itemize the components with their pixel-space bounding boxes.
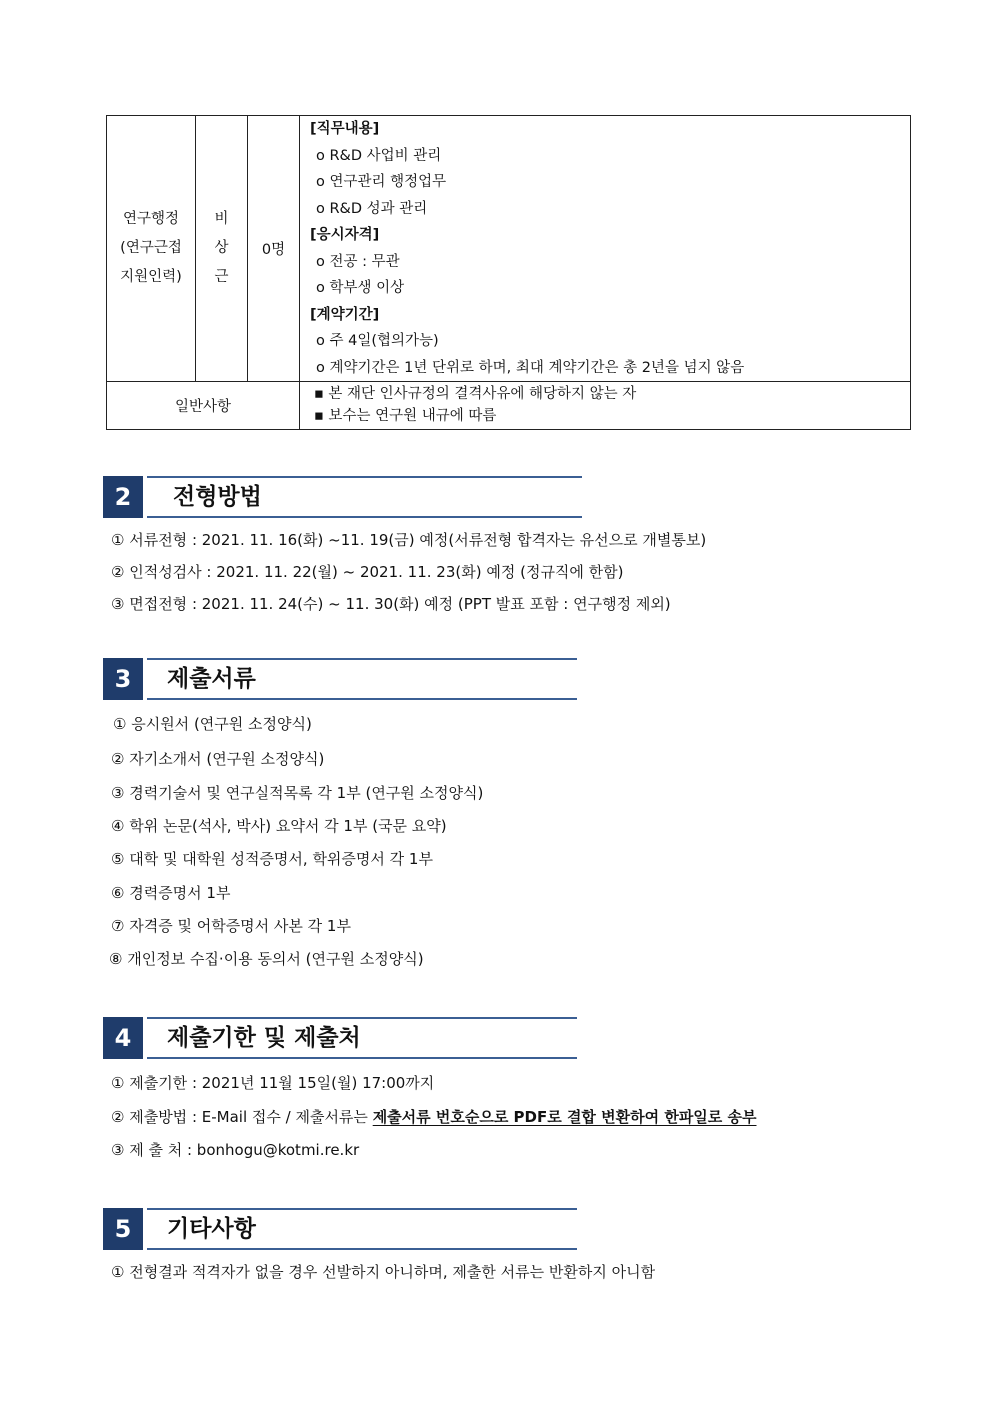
list-item: ① 응시원서 (연구원 소정양식): [113, 715, 312, 733]
table-row: [107, 382, 911, 430]
list-item: ① 제출기한 : 2021년 11월 15일(월) 17:00까지: [111, 1074, 435, 1092]
duty-item: o 학부생 이상: [316, 280, 405, 296]
section-number: 4: [103, 1017, 143, 1059]
section-header-other: [103, 1208, 577, 1250]
section-number: 2: [103, 476, 143, 518]
duty-heading: [계약기간]: [310, 306, 380, 323]
position-name-cell: [107, 116, 196, 382]
list-item: ① 전형결과 적격자가 없을 경우 선발하지 아니하며, 제출한 서류는 반환하지 아니함: [111, 1263, 656, 1281]
general-label-cell: 일반사항: [107, 382, 300, 430]
employment-type-cell: [196, 116, 248, 382]
section-title: 제출기한 및 제출처: [167, 1025, 361, 1051]
general-item: ▪ 보수는 연구원 내규에 따름: [314, 407, 497, 424]
duty-heading: [직무내용]: [310, 121, 380, 137]
section-number: 3: [103, 658, 143, 700]
section-header-documents: [103, 658, 577, 700]
table-row: [107, 116, 911, 382]
list-item: ③ 경력기술서 및 연구실적목록 각 1부 (연구원 소정양식): [111, 784, 484, 802]
general-item: ▪ 본 재단 인사규정의 결격사유에 해당하지 않는 자: [314, 386, 637, 402]
employment-type-line: 비: [214, 211, 229, 227]
duty-item: o 계약기간은 1년 단위로 하며, 최대 계약기간은 총 2년을 넘지 않음: [316, 359, 745, 376]
duty-item: o R&D 성과 관리: [316, 200, 428, 217]
employment-type-line: 상: [214, 240, 229, 256]
list-item: ② 자기소개서 (연구원 소정양식): [111, 750, 325, 768]
section-number: 5: [103, 1208, 143, 1250]
duty-item: o R&D 사업비 관리: [316, 147, 442, 164]
duties-cell: [300, 116, 911, 382]
employment-type-line: 근: [214, 269, 229, 285]
section-title: 전형방법: [173, 484, 262, 510]
recruitment-table: [106, 115, 911, 430]
submission-method-text: ② 제출방법 : E-Mail 접수 / 제출서류는: [111, 1108, 373, 1126]
list-item: ⑦ 자격증 및 어학증명서 사본 각 1부: [111, 917, 351, 935]
section-title: 기타사항: [167, 1216, 256, 1242]
list-item: [111, 1107, 757, 1127]
section-header-deadline: [103, 1017, 577, 1059]
duty-item: o 주 4일(협의가능): [316, 333, 439, 349]
general-items-cell: [300, 382, 911, 430]
headcount-cell: 0명: [248, 116, 300, 382]
section-header-screening: [103, 476, 582, 518]
list-item: ④ 학위 논문(석사, 박사) 요약서 각 1부 (국문 요약): [111, 817, 447, 835]
position-name-line: (연구근접: [120, 240, 182, 256]
list-item: ① 서류전형 : 2021. 11. 16(화) ~11. 19(금) 예정(서류전형 합격자는 유선으로 개별통보): [111, 531, 707, 549]
submission-method-emphasis: 제출서류 번호순으로 PDF로 결합 변환하여 한파일로 송부: [372, 1108, 757, 1126]
position-name-line: 연구행정: [122, 211, 180, 227]
position-name-line: 지원인력): [120, 269, 182, 285]
list-item: ③ 면접전형 : 2021. 11. 24(수) ~ 11. 30(화) 예정 (PPT 발표 포함 : 연구행정 제외): [111, 595, 671, 613]
list-item: ② 인적성검사 : 2021. 11. 22(월) ~ 2021. 11. 23(화) 예정 (정규직에 한함): [111, 563, 624, 581]
duty-heading: [응시자격]: [310, 227, 380, 243]
section-title: 제출서류: [167, 666, 256, 692]
duty-item: o 연구관리 행정업무: [316, 174, 447, 190]
list-item: ⑧ 개인정보 수집·이용 동의서 (연구원 소정양식): [109, 950, 424, 968]
list-item: ⑥ 경력증명서 1부: [111, 884, 231, 902]
list-item: ③ 제 출 처 : bonhogu@kotmi.re.kr: [111, 1141, 360, 1159]
duty-item: o 전공 : 무관: [316, 253, 400, 270]
list-item: ⑤ 대학 및 대학원 성적증명서, 학위증명서 각 1부: [111, 850, 433, 868]
